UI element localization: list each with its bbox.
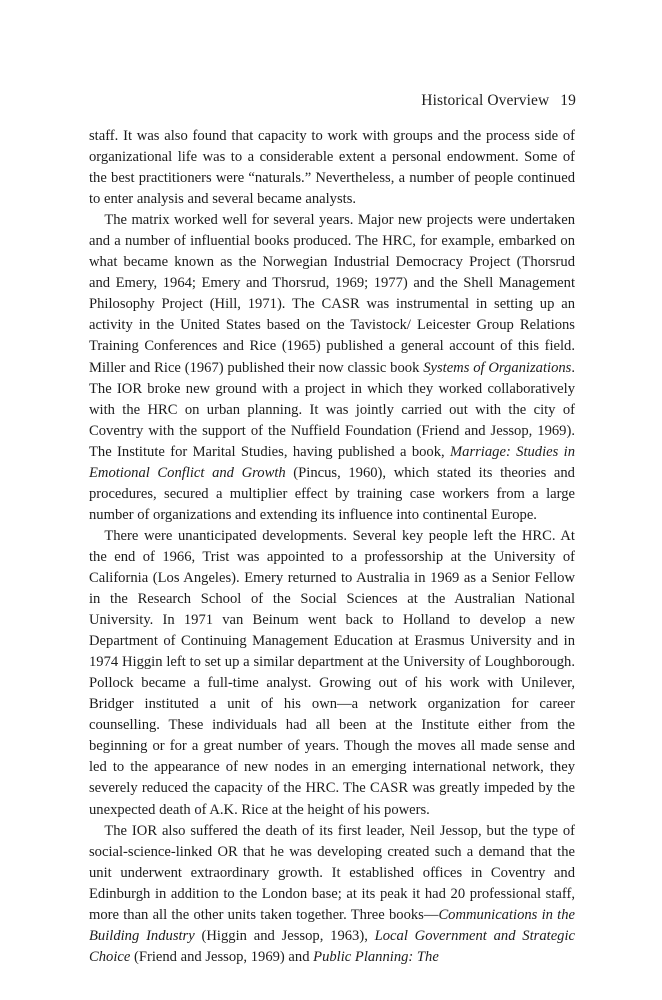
text-run: . The IOR broke new ground with a project in which they worked collaboratively with the HRC on urban planning. It was jointly carried out with the city of Coventry with the support of the Nuffield Foundation (Friend and Jessop, 1969). The Institute for Marital Studies, having published a book, xyxy=(89,359,575,460)
italic-title: Marriage: Studies in Emotional Conflict and Growth xyxy=(89,443,575,481)
paragraph xyxy=(89,126,575,210)
page-number: 19 xyxy=(560,92,576,109)
paragraph xyxy=(89,210,575,526)
text-run: There were unanticipated developments. Several key people left the HRC. At the end of 1966, Trist was appointed to a professorship at the University of California (Los Angeles). Emery returned to Australia in 1969 as a Senior Fellow in the Research School of the Social Sciences at the Australian National University. In 1971 van Beinum went back to Holland to develop a new Department of Continuing Management Education at Erasmus University and in 1974 Higgin left to set up a similar department at the University of Loughborough. Pollock became a full-time analyst. Growing out of his work with Unilever, Bridger instituted a unit of his own—a network organization for career counselling. These individuals had all been at the Institute either from the beginning or for a great number of years. Though the moves all made sense and led to the appearance of new nodes in an emerging international network, they severely reduced the capacity of the HRC. The CASR was greatly impeded by the unexpected death of A.K. Rice at the height of his powers. xyxy=(89,527,575,818)
text-run: (Pincus, 1960), which stated its theories and procedures, secured a multiplier effect by training case workers from a large number of organizations and extending its influence into continental Europe. xyxy=(89,464,575,523)
italic-title: Public Planning: The xyxy=(313,948,439,965)
text-run: (Higgin and Jessop, 1963), xyxy=(194,927,375,944)
italic-title: Communications in the Building Industry xyxy=(89,906,575,944)
text-run: The matrix worked well for several years. Major new projects were undertaken and a number of influential books produced. The HRC, for example, embarked on what became known as the Norwegian Industrial Democracy Project (Thorsrud and Emery, 1964; Emery and Thorsrud, 1969; 1977) and the Shell Management Philosophy Project (Hill, 1971). The CASR was instrumental in setting up an activity in the United States based on the Tavistock/ Leicester Group Relations Training Conferences and Rice (1965) published a general account of this field. Miller and Rice (1967) published their now classic book xyxy=(89,212,575,376)
paragraph xyxy=(89,526,575,821)
text-run: (Friend and Jessop, 1969) and xyxy=(130,948,314,965)
running-title: Historical Overview xyxy=(421,92,550,109)
running-head xyxy=(421,92,576,110)
italic-title: Systems of Organizations xyxy=(423,359,572,376)
text-run: The IOR also suffered the death of its first leader, Neil Jessop, but the type of social-science-linked OR that he was developing created such a demand that the unit underwent extraordinary growth. It established offices in Coventry and Edinburgh in addition to the London base; at its peak it had 20 professional staff, more than all the other units taken together. Three books— xyxy=(89,822,575,923)
body-text xyxy=(89,126,575,968)
paragraph xyxy=(89,821,575,968)
text-run: staff. It was also found that capacity to work with groups and the process side of organizational life was to a considerable extent a personal endowment. Some of the best practitioners were “naturals.” Nevertheless, a number of people continued to enter analysis and several became analysts. xyxy=(89,128,575,208)
italic-title: Local Government and Strategic Choice xyxy=(89,927,575,965)
